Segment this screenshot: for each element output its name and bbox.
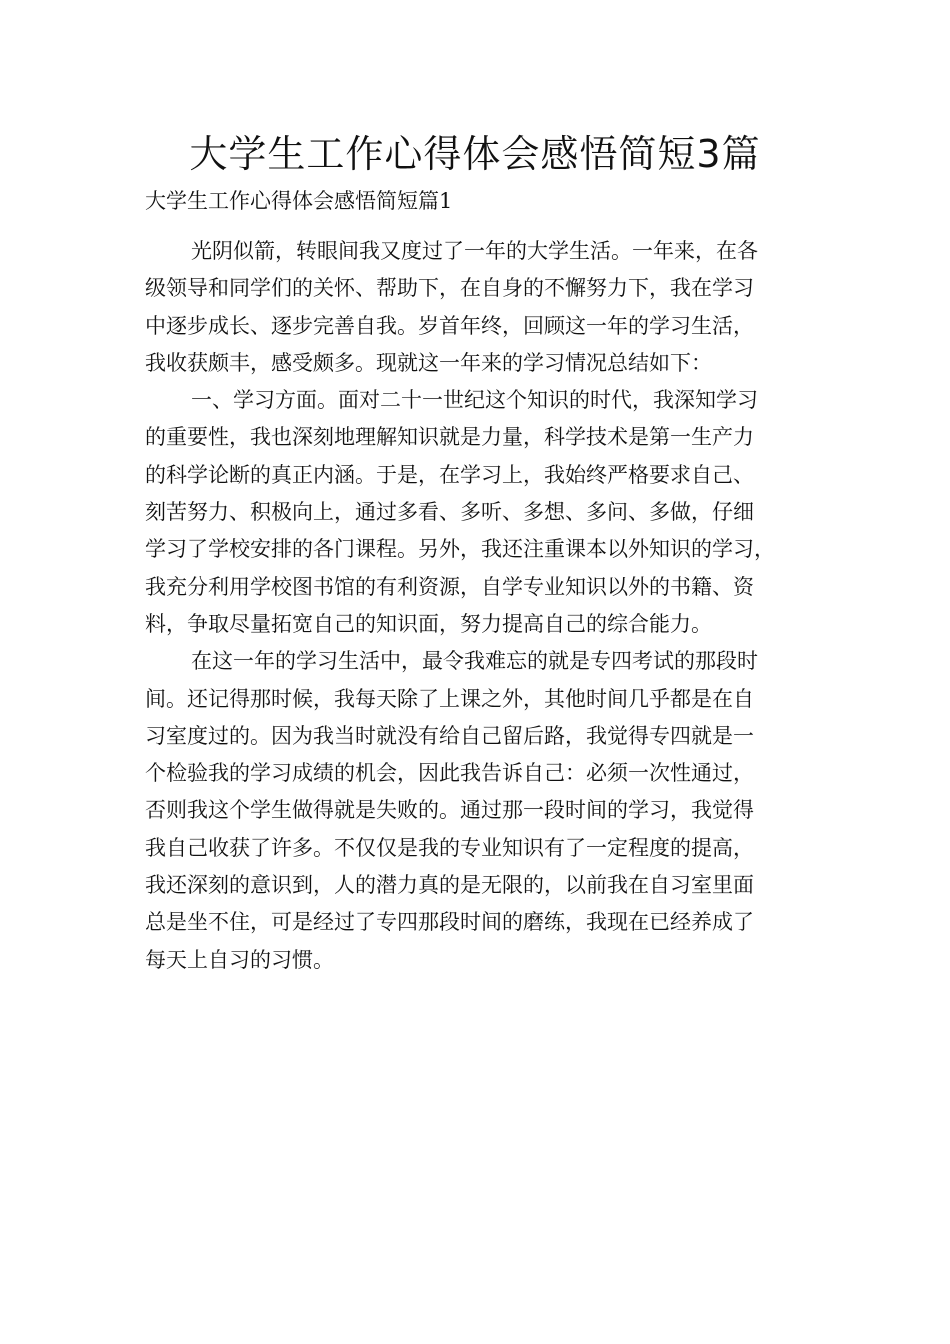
- text-line: 我自己收获了许多。不仅仅是我的专业知识有了一定程度的提高，: [145, 835, 754, 860]
- text-line: 学习了学校安排的各门课程。另外，我还注重课本以外知识的学习，: [145, 537, 775, 562]
- text-line: 习室度过的。因为我当时就没有给自己留后路，我觉得专四就是一: [145, 723, 754, 748]
- text-line: 间。还记得那时候，我每天除了上课之外，其他时间几乎都是在自: [145, 686, 754, 711]
- text-line: 每天上自习的习惯。: [145, 947, 334, 972]
- text-line: 料，争取尽量拓宽自己的知识面，努力提高自己的综合能力。: [145, 611, 712, 636]
- text-line: 在这一年的学习生活中，最令我难忘的就是专四考试的那段时: [191, 649, 758, 674]
- text-line: 的重要性，我也深刻地理解知识就是力量，科学技术是第一生产力: [145, 425, 754, 450]
- paragraph-exam: [145, 643, 825, 979]
- document-title: 大学生工作心得体会感悟简短3篇: [189, 132, 761, 176]
- paragraph-intro: [145, 233, 825, 382]
- paragraph-study: [145, 382, 825, 643]
- text-line: 光阴似箭，转眼间我又度过了一年的大学生活。一年来，在各: [191, 239, 758, 263]
- document-body: [145, 233, 825, 979]
- text-line: 我还深刻的意识到，人的潜力真的是无限的，以前我在自习室里面: [145, 873, 754, 898]
- text-line: 一、学习方面。面对二十一世纪这个知识的时代，我深知学习: [191, 388, 758, 413]
- text-line: 我充分利用学校图书馆的有利资源，自学专业知识以外的书籍、资: [145, 574, 754, 599]
- text-line: 中逐步成长、逐步完善自我。岁首年终，回顾这一年的学习生活，: [145, 313, 754, 338]
- text-line: 否则我这个学生做得就是失败的。通过那一段时间的学习，我觉得: [145, 798, 754, 823]
- text-line: 的科学论断的真正内涵。于是，在学习上，我始终严格要求自己、: [145, 462, 754, 487]
- text-line: 刻苦努力、积极向上，通过多看、多听、多想、多问、多做，仔细: [145, 500, 754, 525]
- text-line: 级领导和同学们的关怀、帮助下，在自身的不懈努力下，我在学习: [145, 276, 754, 301]
- text-line: 个检验我的学习成绩的机会，因此我告诉自己：必须一次性通过，: [145, 761, 754, 786]
- section-subtitle: 大学生工作心得体会感悟简短篇1: [145, 189, 453, 213]
- text-line: 我收获颇丰，感受颇多。现就这一年来的学习情况总结如下：: [145, 350, 712, 375]
- text-line: 总是坐不住，可是经过了专四那段时间的磨练，我现在已经养成了: [145, 910, 754, 935]
